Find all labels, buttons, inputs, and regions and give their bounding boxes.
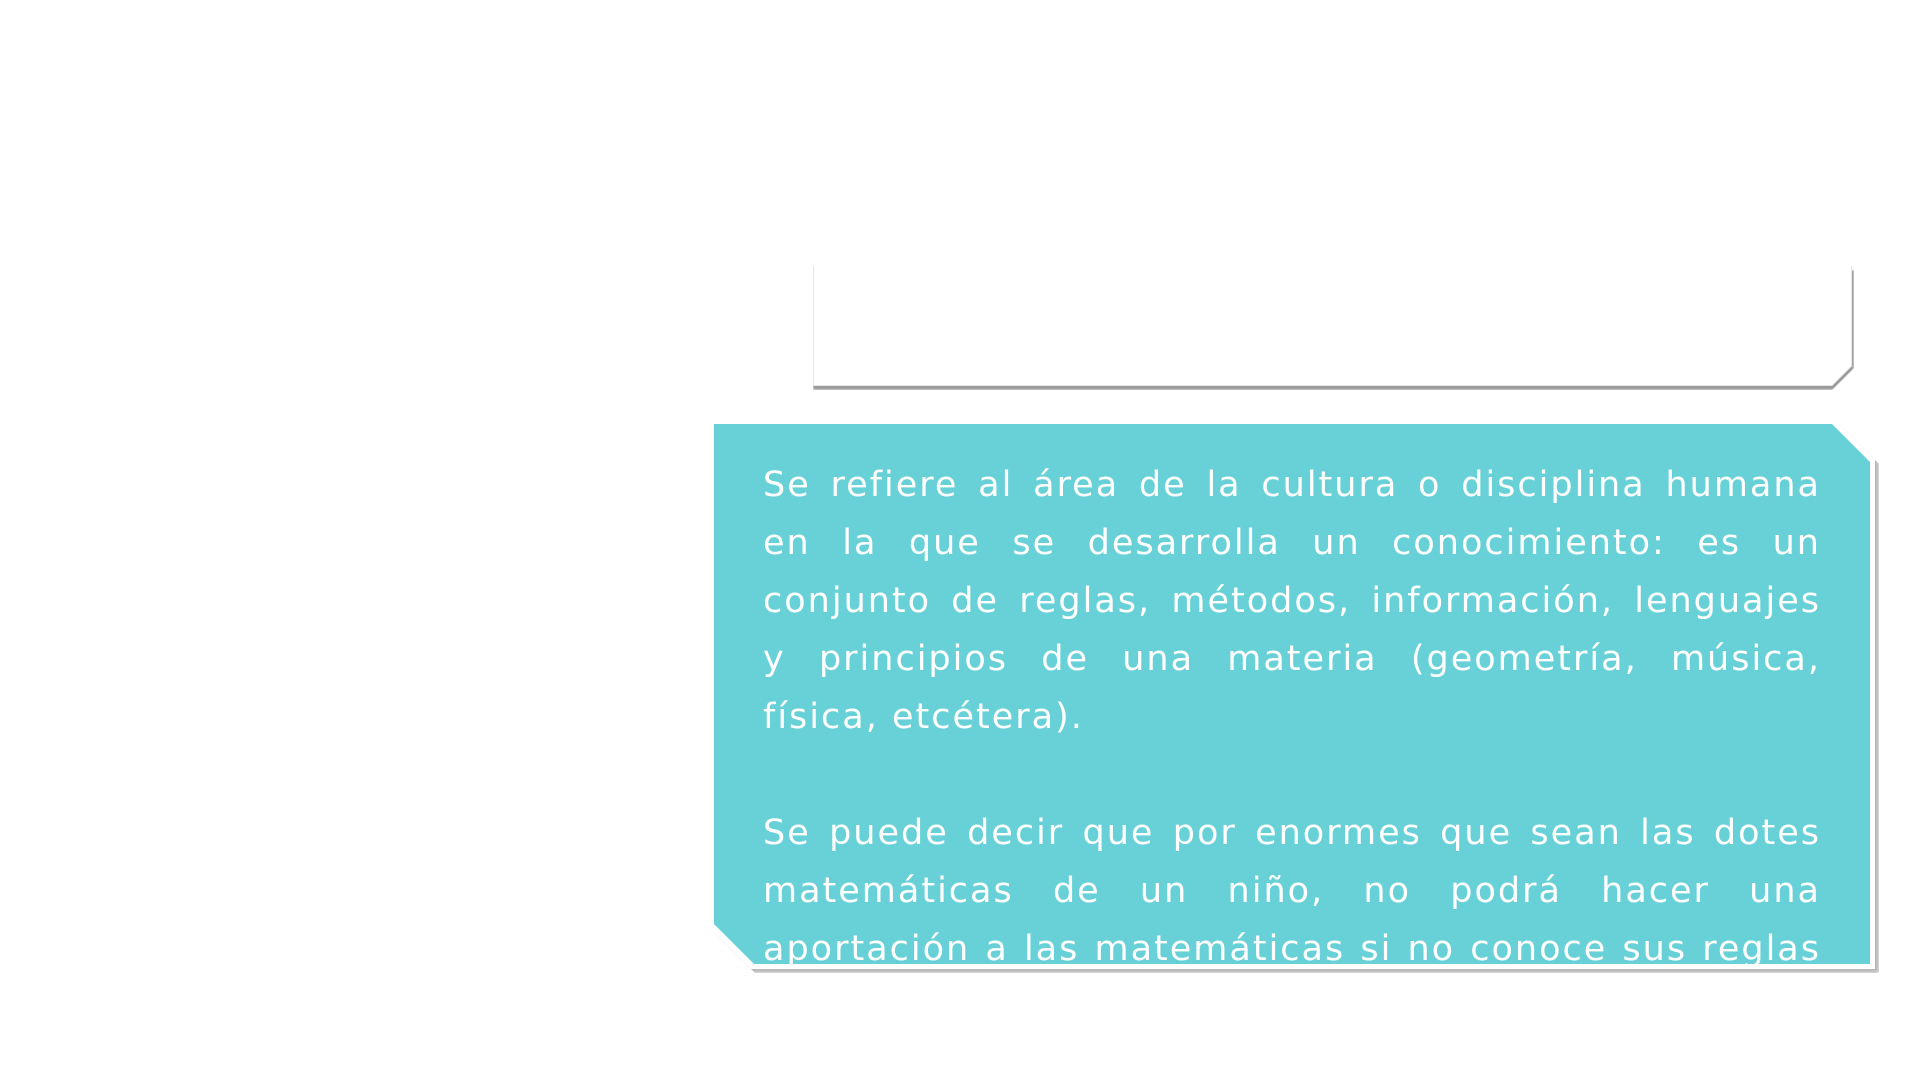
definition-paragraph-1: Se refiere al área de la cultura o disciplina humana en la que se desarrolla un conocimiento: es un conjunto de reglas, métodos, información, lenguajes y principios de una materia (geometría, música, física, etcétera). — [763, 465, 1821, 737]
definition-paragraph-2: Se puede decir que por enormes que sean las dotes matemáticas de un niño, no podrá hacer una aportación a las matemáticas si no conoce sus reglas primero. — [763, 813, 1821, 1027]
definition-text — [763, 456, 1821, 1036]
title-box — [813, 266, 1852, 386]
